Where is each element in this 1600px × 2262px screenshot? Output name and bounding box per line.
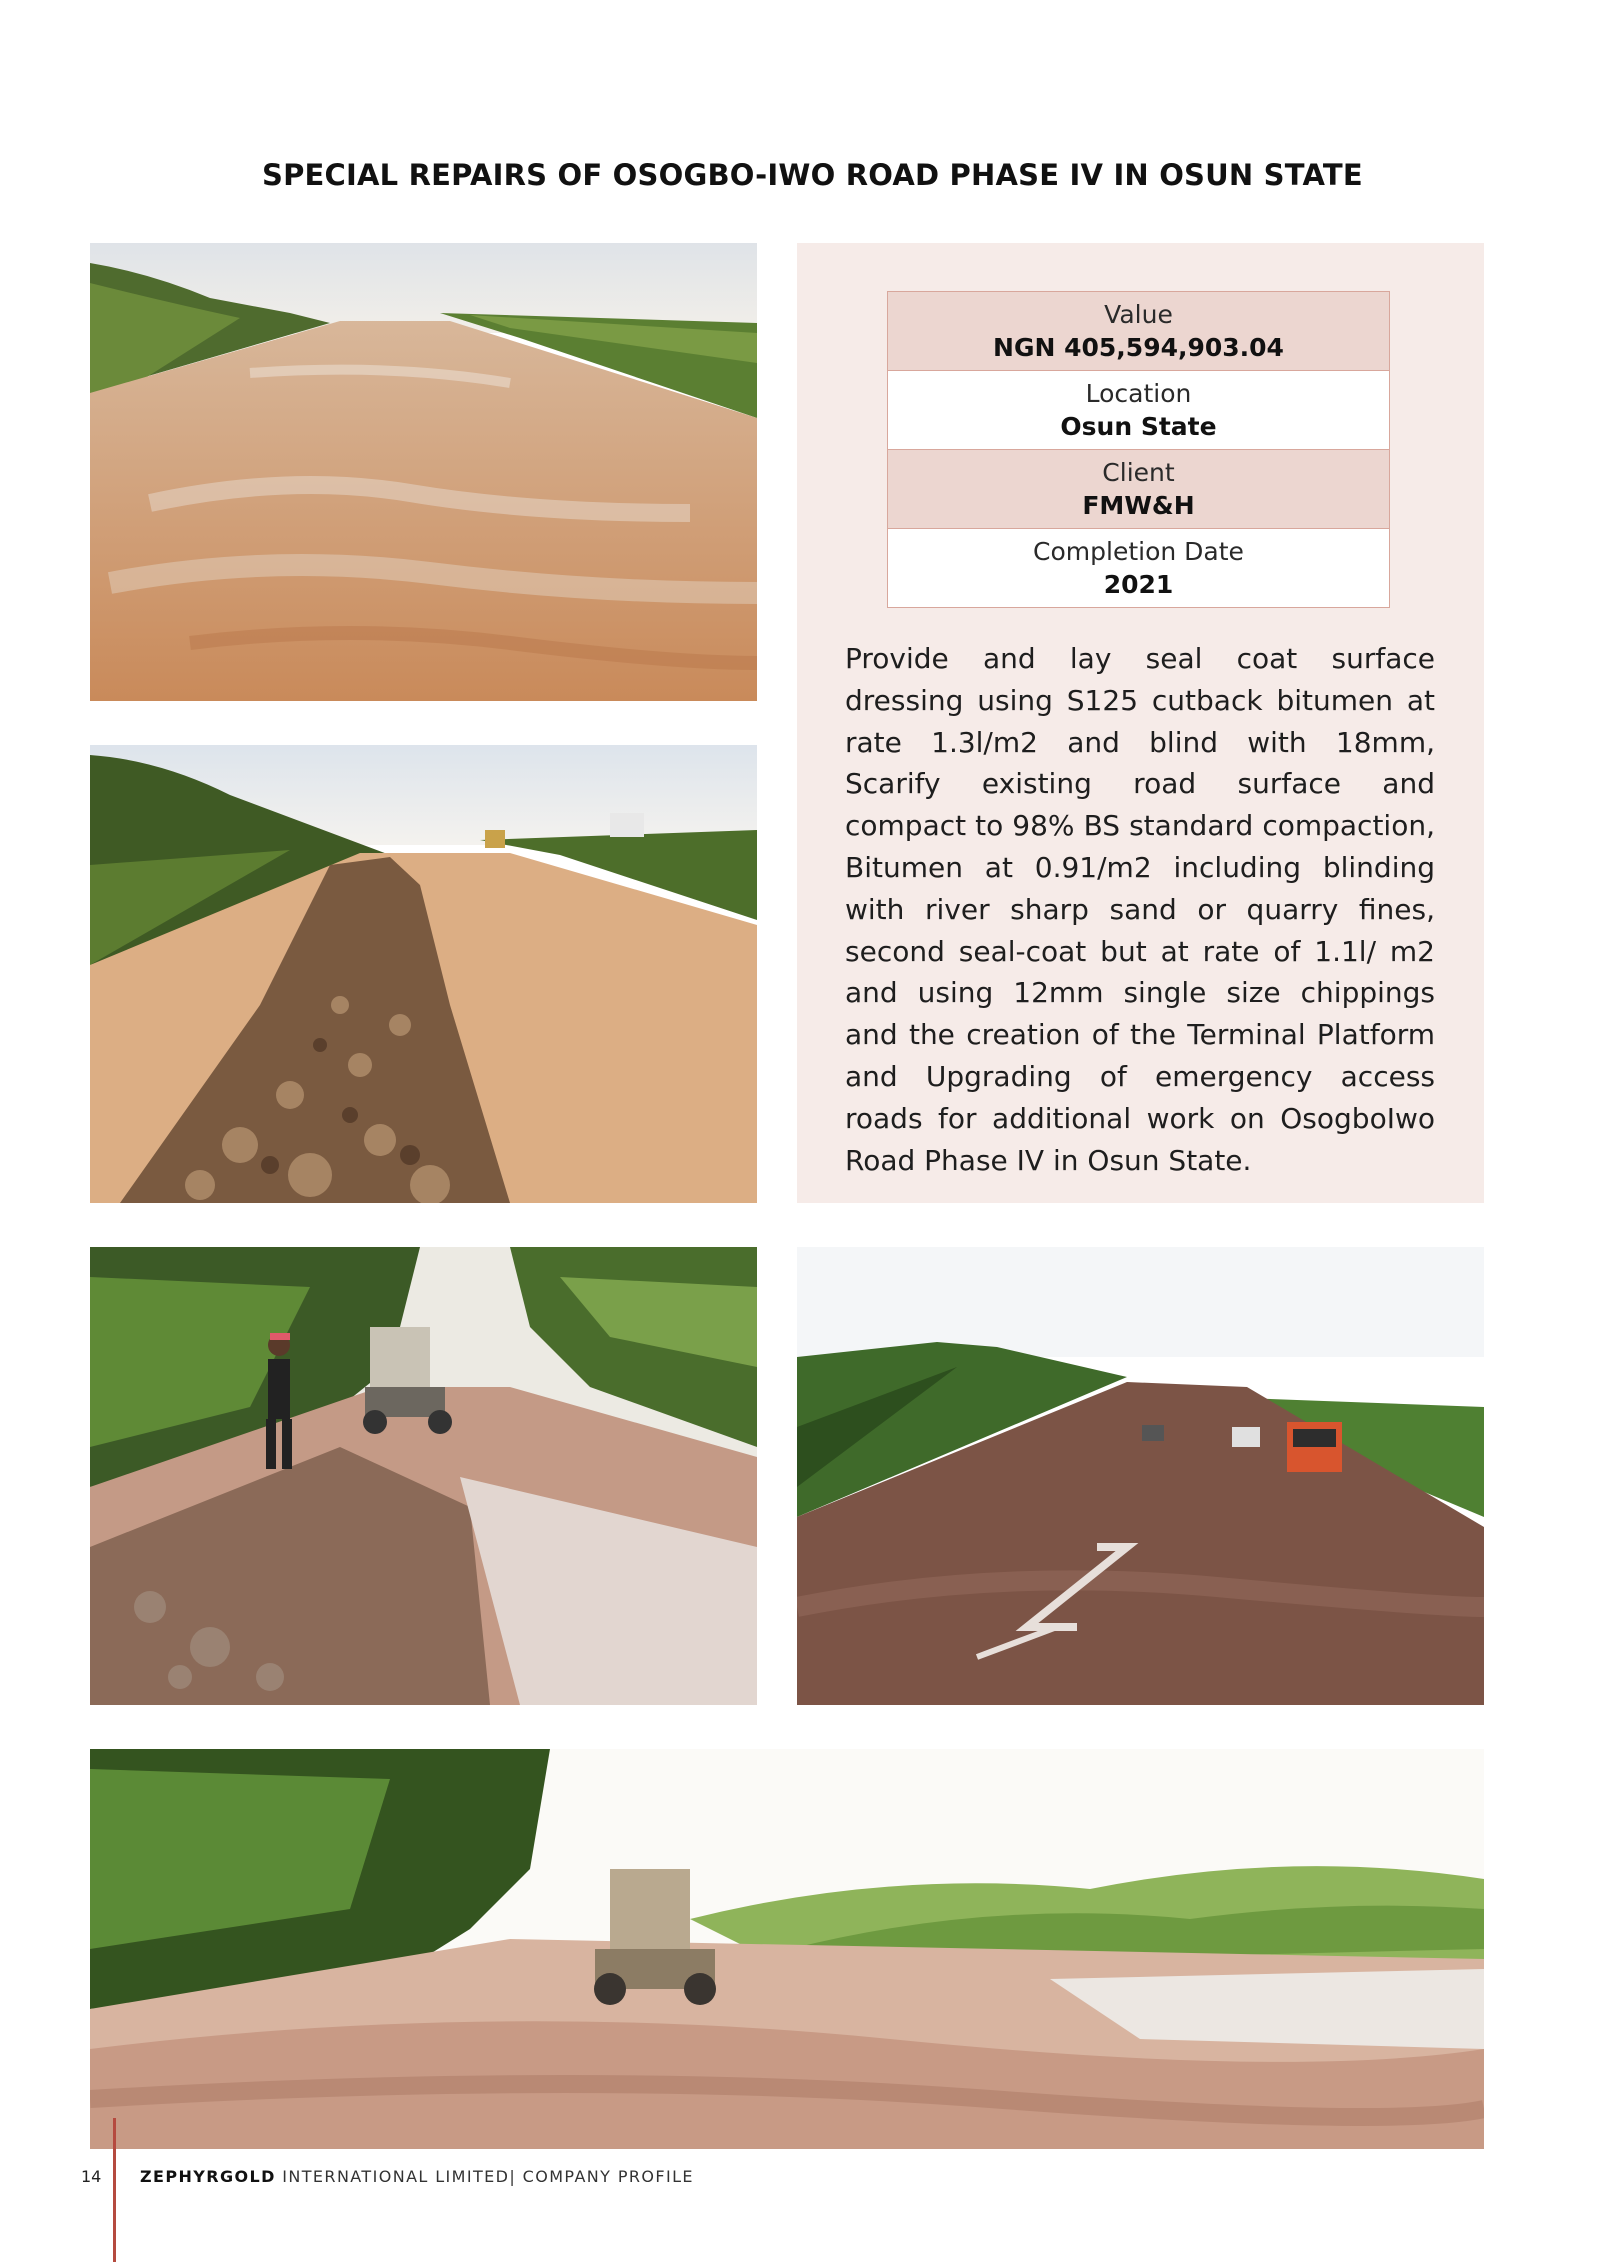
fact-row-client — [888, 450, 1389, 529]
fact-row-completion-date — [888, 529, 1389, 607]
fact-row-location — [888, 371, 1389, 450]
footer-company-profile — [140, 2167, 694, 2186]
footer-company-suffix: INTERNATIONAL LIMITED| COMPANY PROFILE — [275, 2167, 694, 2186]
road-photo-scarified-rocks — [90, 745, 757, 1203]
fact-label: Client — [1102, 458, 1175, 487]
page-title: SPECIAL REPAIRS OF OSOGBO-IWO ROAD PHASE IV IN OSUN STATE — [262, 158, 1363, 192]
fact-row-value — [888, 292, 1389, 371]
road-photo-graded-laterite — [90, 243, 757, 701]
page-number: 14 — [81, 2167, 102, 2186]
road-photo-arrow-vehicles — [797, 1247, 1484, 1705]
footer-company-name: ZEPHYRGOLD — [140, 2167, 276, 2186]
fact-value: NGN 405,594,903.04 — [993, 333, 1284, 362]
project-facts-table — [887, 291, 1390, 608]
fact-label: Value — [1104, 300, 1173, 329]
project-info-panel — [797, 243, 1484, 1203]
project-description: Provide and lay seal coat surface dressing using S125 cutback bitumen at rate 1.3l/m2 and blind with 18mm, Scarify existing road surface and compact to 98% BS standard compaction, Bitumen at 0.91/m2 including blinding with river sharp sand or quarry fines, second seal-coat but at rate of 1.1l/ m2 and using 12mm single size chippings and the creation of the Terminal Platform and Upgrading of emergency access roads for additional work on OsogboIwo Road Phase IV in Osun State. — [845, 642, 1435, 1177]
fact-value: Osun State — [1060, 412, 1217, 441]
fact-value: FMW&H — [1082, 491, 1195, 520]
fact-label: Location — [1085, 379, 1192, 408]
road-photo-grader-wide — [90, 1749, 1484, 2149]
footer-accent-line — [113, 2118, 116, 2262]
fact-value: 2021 — [1103, 570, 1174, 599]
road-photo-worker-grader — [90, 1247, 757, 1705]
fact-label: Completion Date — [1033, 537, 1244, 566]
